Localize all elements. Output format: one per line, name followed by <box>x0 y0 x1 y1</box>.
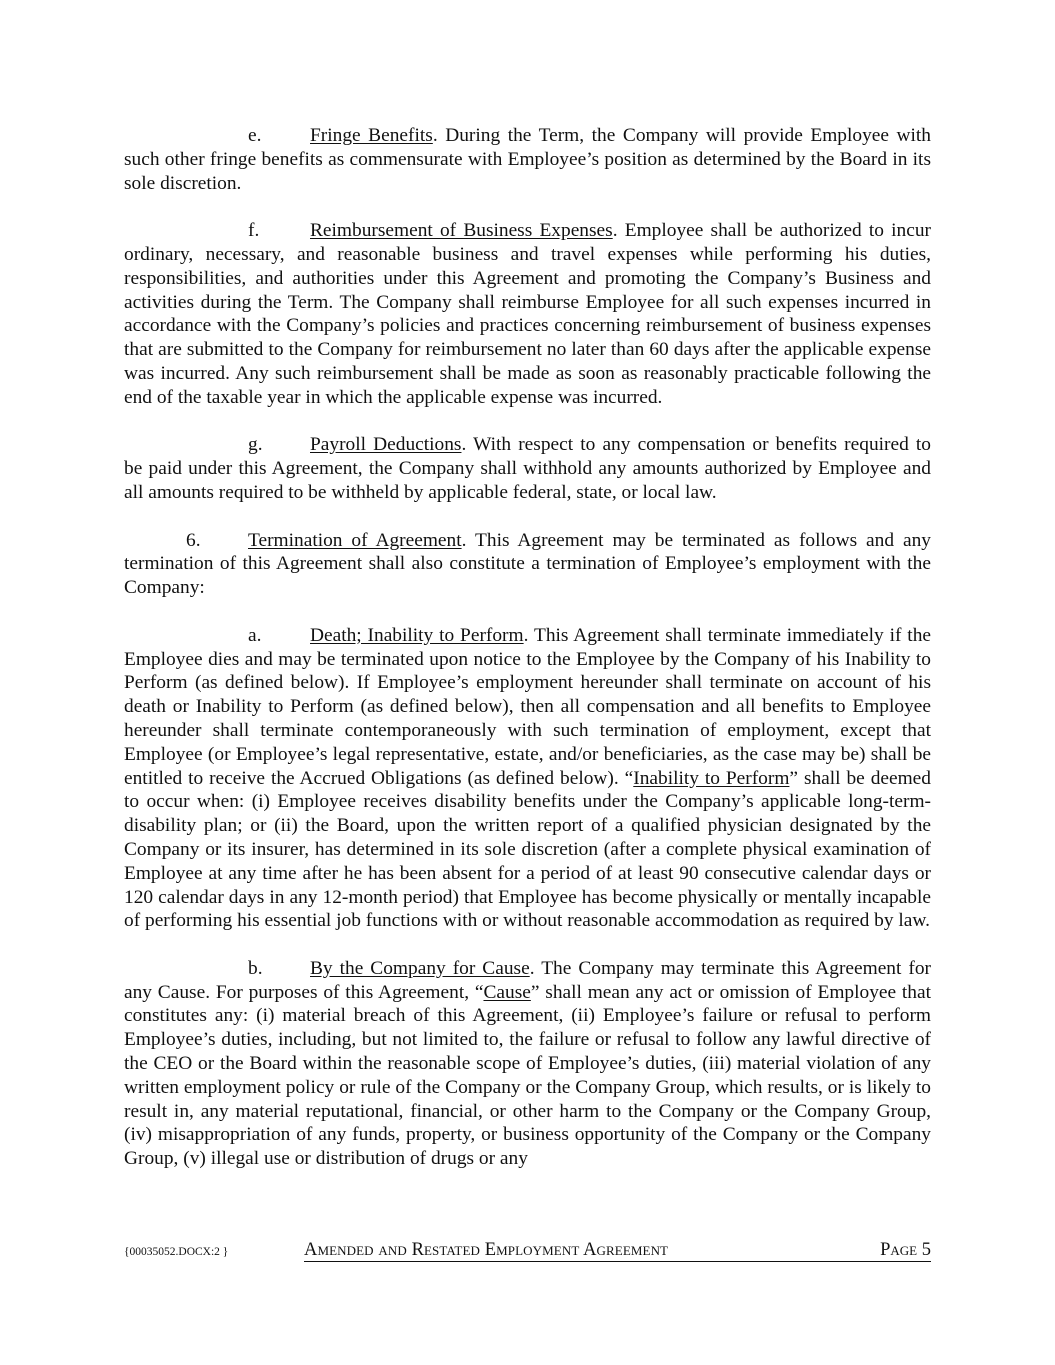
clause-6a <box>124 624 931 933</box>
clause-heading: Reimbursement of Business Expenses <box>310 220 613 242</box>
section-marker: 6. <box>186 529 201 551</box>
footer-title: Amended and Restated Employment Agreement <box>304 1240 669 1260</box>
footer-page-number: Page 5 <box>880 1240 931 1260</box>
clause-heading: Death; Inability to Perform <box>310 624 524 646</box>
clause-marker: g. <box>248 434 263 456</box>
section-text: . This Agreement may be terminated as follows and any termination of this Agreement shall also constitute a termination of Employee’s employment with the Company: <box>124 529 931 599</box>
clause-text: . During the Term, the Company will provide Employee with such other fringe benefits as commensurate with Employee’s position as determined by the Board in its sole discretion. <box>124 125 932 194</box>
section-heading: Termination of Agreement <box>248 529 462 551</box>
defined-term: Cause <box>483 981 531 1003</box>
clause-5f <box>124 219 931 409</box>
clause-text: . With respect to any compensation or benefits required to be paid under this Agreement, the Company shall withhold any amounts authorized by Employee and all amounts required to be withheld by applicable federal, state, or local law. <box>124 434 931 503</box>
page-footer <box>124 1240 931 1264</box>
defined-term: Inability to Perform <box>633 767 790 789</box>
clause-5g <box>124 433 931 504</box>
clause-text-continued: ” shall be deemed to occur when: (i) Employee receives disability benefits under the Company’s applicable long-term-disability plan; or (ii) the Board, upon the written report of a qualified physician designated by the Company or its insurer, has determined in its sole discretion (after a complete physical examination of Employee at any time after he has been absent for a period of at least 90 consecutive calendar days or 120 calendar days in any 12-month period) that Employee has become physically or mentally incapable of performing his essential job functions with or without reasonable accommodation as required by law. <box>124 767 931 932</box>
clause-marker: b. <box>248 957 263 979</box>
footer-rule <box>304 1261 931 1262</box>
clause-6b <box>124 957 931 1171</box>
clause-heading: By the Company for Cause <box>310 957 530 979</box>
clause-5e <box>124 124 931 195</box>
footer-doc-id: {00035052.DOCX:2 } <box>124 1246 229 1258</box>
document-page <box>124 124 931 1171</box>
clause-marker: a. <box>248 624 262 646</box>
clause-text: . The Company may terminate this Agreement for any Cause. For purposes of this Agreement, “ <box>124 957 931 1003</box>
clause-heading: Fringe Benefits <box>310 125 433 146</box>
clause-marker: e. <box>248 125 262 146</box>
section-6 <box>124 529 931 600</box>
clause-marker: f. <box>248 220 260 242</box>
clause-text: . This Agreement shall terminate immediately if the Employee dies and may be terminated upon notice to the Employee by the Company of his Inability to Perform (as defined below). If Employee’s employment hereunder shall terminate on account of his death or Inability to Perform (as defined below), then all compensation and all benefits to Employee hereunder shall terminate contemporaneously with such termination of employment, except that Employee (or Employee’s legal representative, estate, and/or beneficiaries, as the case may be) shall be entitled to receive the Accrued Obligations (as defined below). “ <box>124 624 931 789</box>
clause-text: . Employee shall be authorized to incur ordinary, necessary, and reasonable business and travel expenses while performing his duties, responsibilities, and authorities under this Agreement and promoting the Company’s Business and activities during the Term. The Company shall reimburse Employee for all such expenses incurred in accordance with the Company’s policies and practices concerning reimbursement of business expenses that are submitted to the Company for reimbursement no later than 60 days after the applicable expense was incurred. Any such reimbursement shall be made as soon as reasonably practicable following the end of the taxable year in which the applicable expense was incurred. <box>124 220 931 408</box>
clause-text-continued: ” shall mean any act or omission of Employee that constitutes any: (i) material breach of this Agreement, (ii) Employee’s failure or refusal to perform Employee’s duties, including, but not limited to, the failure or refusal to follow any lawful directive of the CEO or the Board within the reasonable scope of Employee’s duties, (iii) material violation of any written employment policy or rule of the Company or the Company Group, which results, or is likely to result in, any material reputational, financial, or other harm to the Company or the Company Group, (iv) misappropriation of any funds, property, or business opportunity of the Company or the Company Group, (v) illegal use or distribution of drugs or any <box>124 981 931 1170</box>
clause-heading: Payroll Deductions <box>310 434 462 456</box>
